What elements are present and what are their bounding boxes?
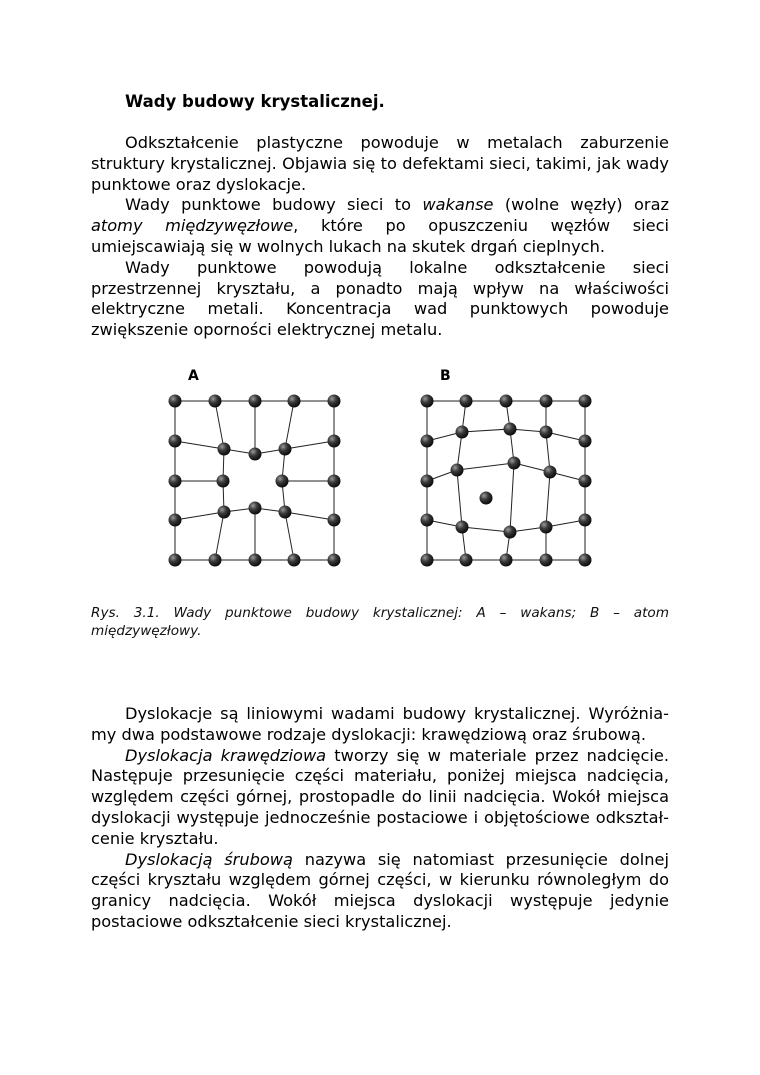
atom — [218, 506, 231, 519]
atom — [209, 395, 222, 408]
atom — [249, 502, 262, 515]
paragraph-text: Odkształcenie plastyczne powoduje w metalach zaburzenie struktury krystalicznej. Objawia się to defektami sieci, takimi, jak wady punktowe oraz dyslokacje. — [91, 133, 669, 194]
lattice-vacancy — [169, 395, 341, 567]
atom — [500, 395, 513, 408]
atom — [288, 554, 301, 567]
atom — [249, 395, 262, 408]
lattice-bond — [546, 472, 550, 527]
atom — [328, 395, 341, 408]
lattice-bond — [285, 512, 334, 520]
lattice-diagram — [150, 362, 610, 577]
term-edge-dislocation: Dyslokacja krawędziowa — [125, 745, 327, 765]
atom — [279, 443, 292, 456]
atom — [540, 554, 553, 567]
atom — [288, 395, 301, 408]
atom — [540, 521, 553, 534]
lattice-bond — [510, 463, 514, 532]
atom — [421, 475, 434, 488]
atom — [480, 492, 493, 505]
atom — [579, 475, 592, 488]
atom — [421, 514, 434, 527]
atom — [456, 426, 469, 439]
label-a: A — [188, 368, 199, 384]
atom — [579, 395, 592, 408]
lattice-bond — [285, 441, 334, 449]
atom — [169, 475, 182, 488]
atom — [169, 514, 182, 527]
atom — [504, 526, 517, 539]
atom — [169, 395, 182, 408]
atom — [508, 457, 521, 470]
term-vacancies: wakanse — [422, 195, 494, 215]
atom — [456, 521, 469, 534]
term-screw-dislocation: Dyslokacją śrubową — [125, 849, 293, 869]
label-b: B — [440, 368, 451, 384]
paragraph-text: (wolne węzły) oraz — [493, 195, 669, 215]
lattice-bond — [175, 512, 224, 520]
atom — [579, 514, 592, 527]
section-point-defects — [91, 133, 669, 341]
atom — [504, 423, 517, 436]
atom — [544, 466, 557, 479]
atom — [249, 448, 262, 461]
paragraph-screw-dislocation — [91, 850, 669, 933]
atom — [279, 506, 292, 519]
section-dislocations — [91, 704, 669, 933]
lattice-bond — [285, 401, 294, 449]
lattice-bond — [462, 527, 510, 532]
atom — [276, 475, 289, 488]
atom — [169, 554, 182, 567]
lattice-bond — [462, 429, 510, 432]
atom — [209, 554, 222, 567]
atom — [421, 554, 434, 567]
figure-point-defects — [150, 362, 610, 577]
atom — [217, 475, 230, 488]
lattice-bond — [215, 512, 224, 560]
paragraph-text: tworzy się w materiale przez nadcięcie. Następuje przesunięcie części materiału, poniżej miejsca nadcięcia, względem części górnej, prostopadle do linii nadcięcia. Wokół miejsca dyslokacji występuje jednocześnie postaciowe i objętościowe odkształ-cenie kryształu. — [91, 745, 669, 848]
atom — [328, 514, 341, 527]
paragraph-point-defects — [91, 195, 669, 257]
paragraph-point-defects-effects — [91, 258, 669, 341]
figure-caption: Rys. 3.1. Wady punktowe budowy krystalicznej: A – wakans; B – atom międzywęzłowy. — [91, 605, 669, 639]
atom — [579, 554, 592, 567]
atom — [328, 435, 341, 448]
paragraph-text: Wady punktowe budowy sieci to — [125, 195, 423, 215]
lattice-interstitial — [421, 395, 592, 567]
paragraph-dislocations — [91, 704, 669, 746]
paragraph-plastic-deformation — [91, 133, 669, 195]
atom — [169, 435, 182, 448]
atom — [218, 443, 231, 456]
lattice-bond — [457, 470, 462, 527]
atom — [540, 426, 553, 439]
lattice-bond — [285, 512, 294, 560]
lattice-bond — [215, 401, 224, 449]
document-title: Wady budowy krystalicznej. — [125, 92, 385, 111]
atom — [328, 475, 341, 488]
atom — [249, 554, 262, 567]
lattice-bond — [457, 463, 514, 470]
lattice-bond — [175, 441, 224, 449]
paragraph-edge-dislocation — [91, 746, 669, 850]
paragraph-text: Wady punktowe powodują lokalne odkształcenie sieci przestrzennej kryształu, a ponadto mają wpływ na właściwości elektryczne metali. Koncentracja wad punktowych powoduje zwiększenie oporności elektrycznej metalu. — [91, 257, 669, 340]
paragraph-text: , które po opuszczeniu węzłów sieci umiejscawiają się w wolnych lukach na skutek drgań cieplnych. — [91, 216, 669, 256]
term-interstitial-atoms: atomy międzywęzłowe — [91, 216, 294, 236]
atom — [451, 464, 464, 477]
atom — [328, 554, 341, 567]
atom — [460, 554, 473, 567]
atom — [579, 435, 592, 448]
atom — [500, 554, 513, 567]
paragraph-text: Dyslokacje są liniowymi wadami budowy krystalicznej. Wyróżnia-my dwa podstawowe rodzaje dyslokacji: krawędziową oraz śrubową. — [91, 704, 669, 744]
atom — [421, 435, 434, 448]
atom — [460, 395, 473, 408]
paragraph-text: nazywa się natomiast przesunięcie dolnej części kryształu względem górnej części, w kierunku równoległym do granicy nadcięcia. Wokół miejsca dyslokacji występuje jedynie postaciowe odkształcenie sieci krystalicznej. — [91, 849, 669, 931]
atom — [540, 395, 553, 408]
atom — [421, 395, 434, 408]
